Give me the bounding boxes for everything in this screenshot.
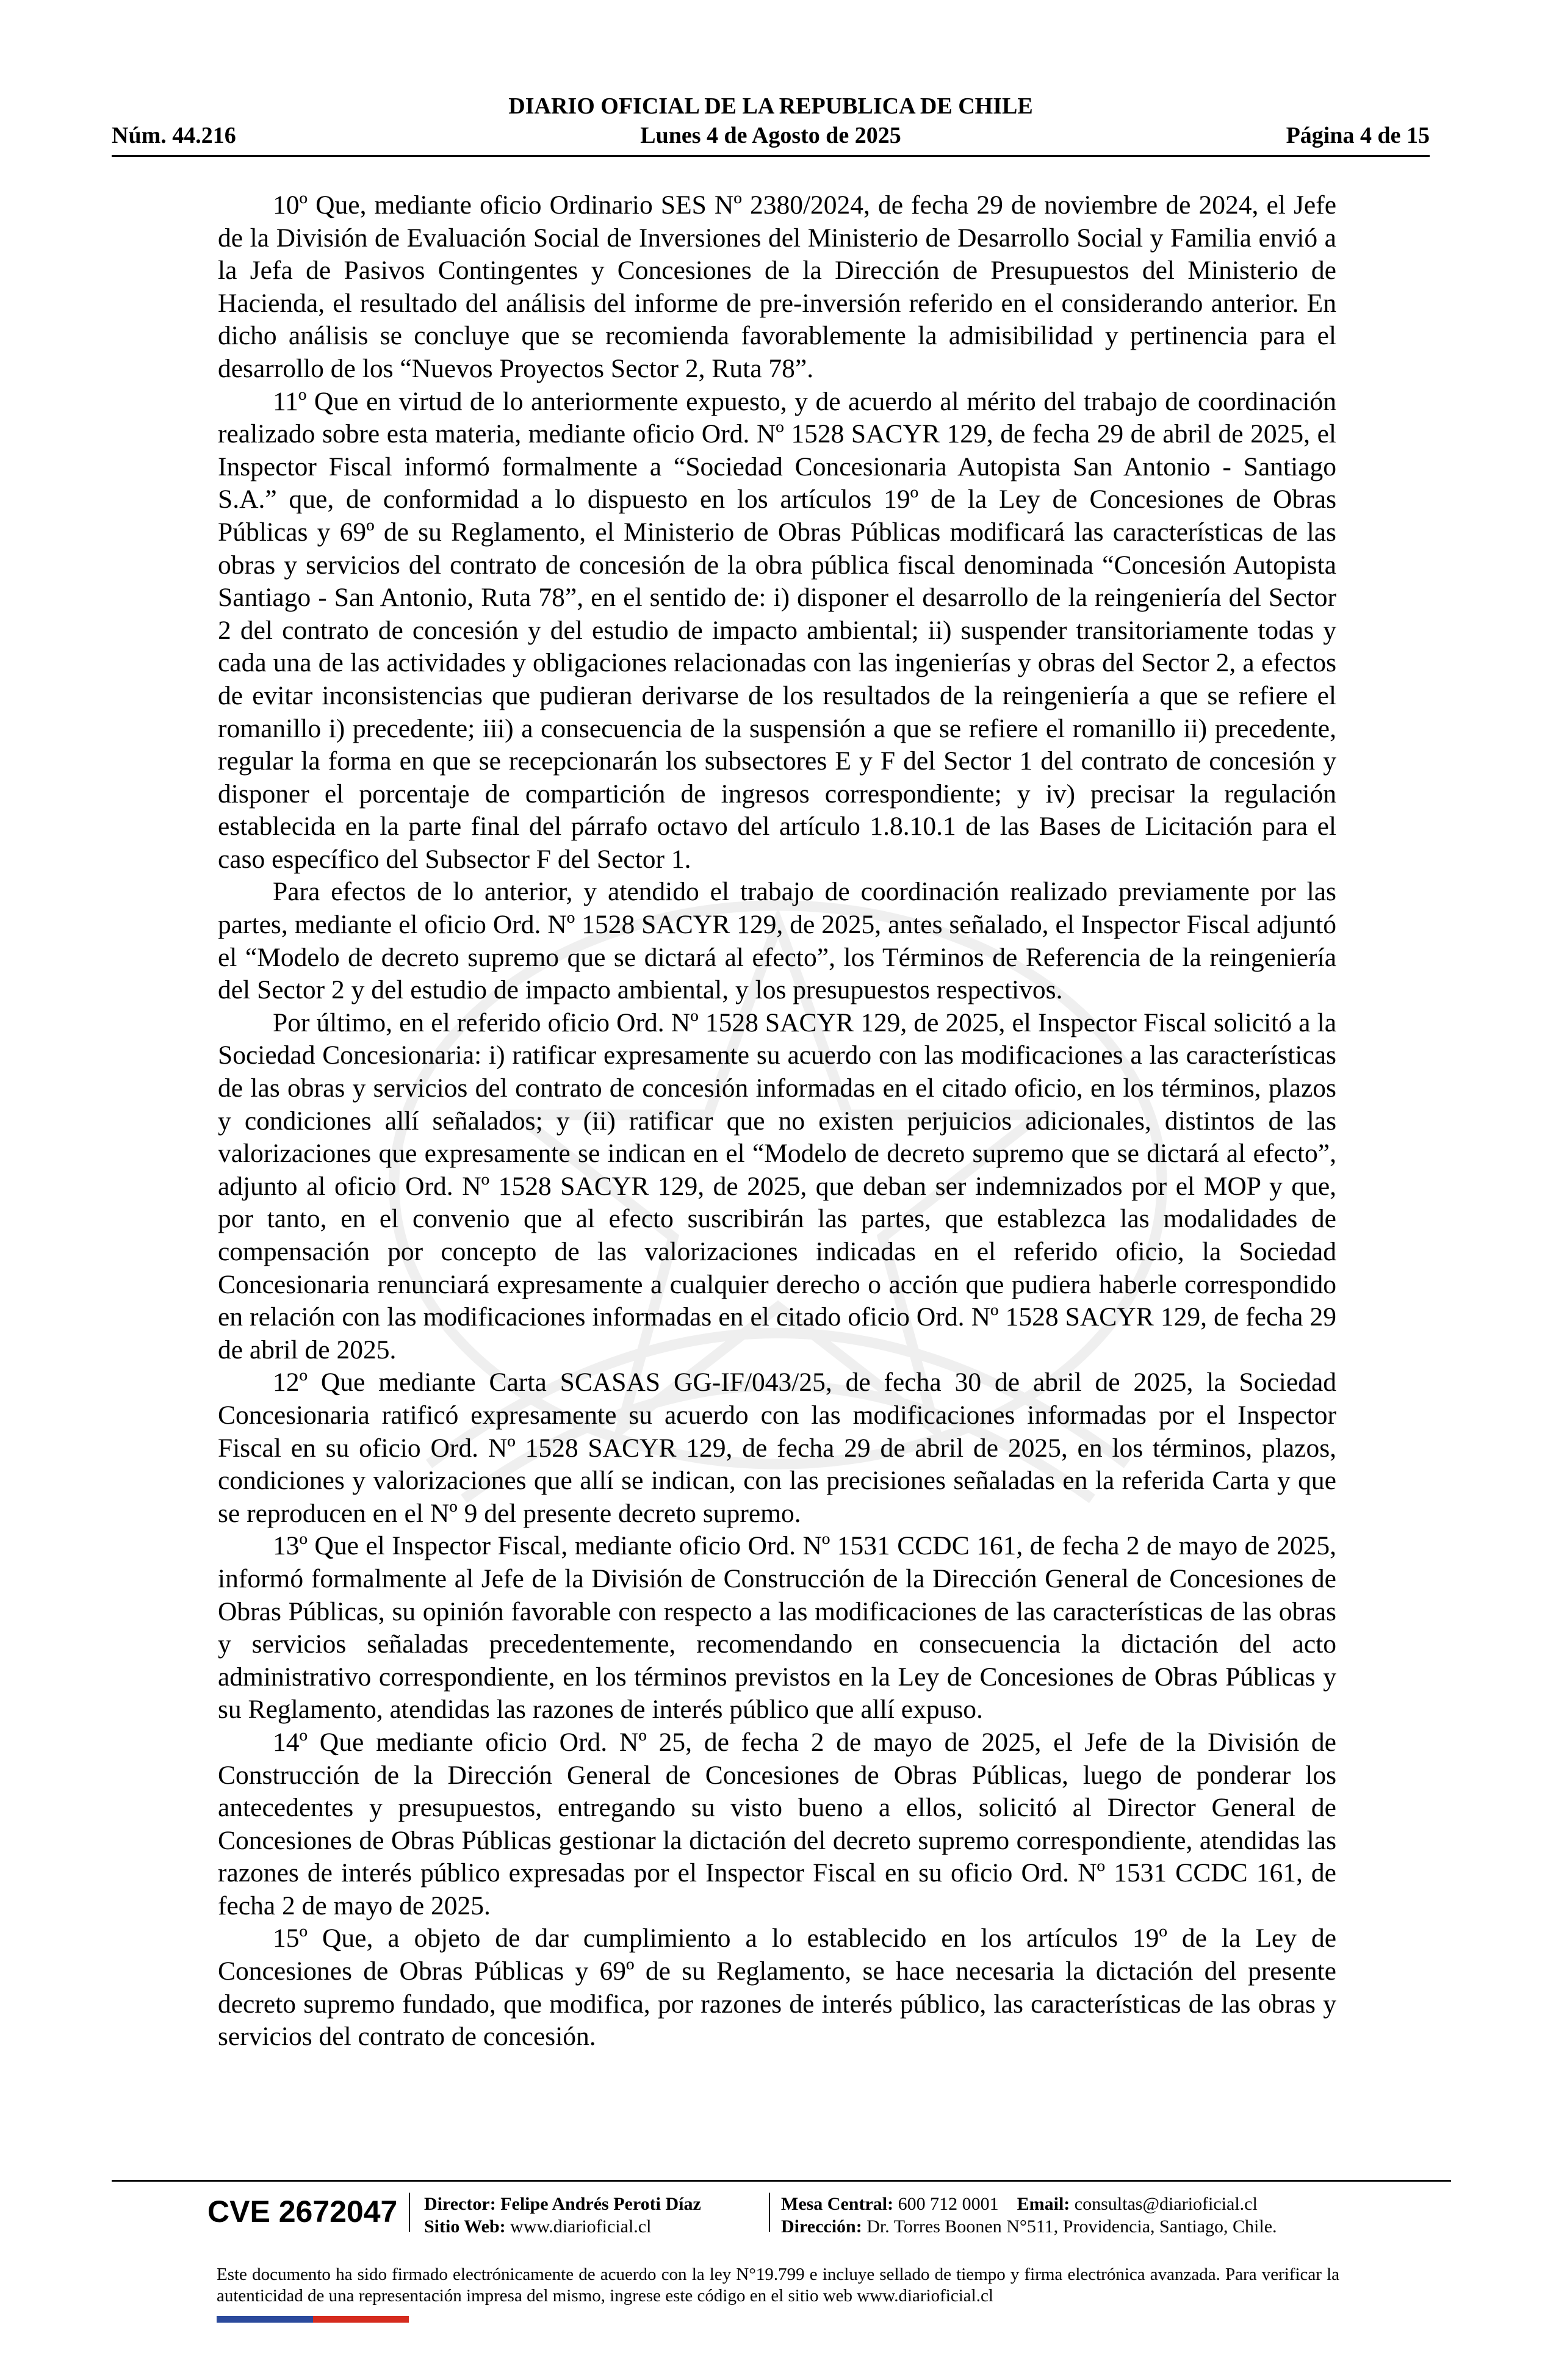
issue-number: Núm. 44.216: [112, 123, 236, 148]
footer-separator: [409, 2193, 410, 2232]
email-link[interactable]: consultas@diarioficial.cl: [1074, 2194, 1258, 2214]
page-number: Página 4 de 15: [1286, 123, 1430, 148]
footer-divider: [112, 2180, 1451, 2182]
chile-flag-stripe: [217, 2316, 409, 2323]
flag-blue-segment: [217, 2316, 313, 2323]
address-label: Dirección:: [781, 2216, 862, 2237]
issue-date: Lunes 4 de Agosto de 2025: [640, 123, 901, 148]
paragraph: 14º Que mediante oficio Ord. Nº 25, de fecha 2 de mayo de 2025, el Jefe de la División de Construcción de la Dirección General de Concesiones de Obras Públicas, luego de ponderar los antecedentes y presupuestos, entregando su visto bueno a ellos, solicitó al Director General de Concesiones de Obras Públicas gestionar la dictación del decreto supremo correspondiente, atendidas las razones de interés público expresadas por el Inspector Fiscal en su oficio Ord. Nº 1531 CCDC 161, de fecha 2 de mayo de 2025.: [218, 1727, 1336, 1920]
gazette-title: DIARIO OFICIAL DE LA REPUBLICA DE CHILE: [508, 93, 1033, 119]
site-label: Sitio Web:: [424, 2216, 506, 2237]
footer-separator: [769, 2193, 770, 2232]
paragraph: Para efectos de lo anterior, y atendido el trabajo de coordinación realizado previamente por las partes, mediante el oficio Ord. Nº 1528 SACYR 129, de 2025, antes señalado, el Inspector Fiscal adjuntó el “Modelo de decreto supremo que se dictará al efecto”, los Términos de Referencia de la reingeniería del Sector 2 y del estudio de impacto ambiental, y los presupuestos respectivos.: [218, 877, 1336, 1005]
header-divider: [112, 155, 1430, 157]
paragraph: 15º Que, a objeto de dar cumplimiento a lo establecido en los artículos 19º de la Ley de Concesiones de Obras Públicas y 69º de su Reglamento, se hace necesaria la dictación del presente decreto supremo fundado, que modifica, por razones de interés público, las características de las obras y servicios del contrato de concesión.: [218, 1924, 1336, 2052]
director-label: Director:: [424, 2194, 496, 2214]
paragraph: 10º Que, mediante oficio Ordinario SES Nº 2380/2024, de fecha 29 de noviembre de 2024, el Jefe de la División de Evaluación Social de Inversiones del Ministerio de Desarrollo Social y Familia envió a la Jefa de Pasivos Contingentes y Concesiones de la Dirección de Presupuestos del Ministerio de Hacienda, el resultado del análisis del informe de pre-inversión referido en el considerando anterior. En dicho análisis se concluye que se recomienda favorablemente la admisibilidad y pertinencia para el desarrollo de los “Nuevos Proyectos Sector 2, Ruta 78”.: [218, 190, 1336, 383]
document-body: [218, 189, 1336, 2054]
paragraph: 13º Que el Inspector Fiscal, mediante oficio Ord. Nº 1531 CCDC 161, de fecha 2 de mayo de 2025, informó formalmente al Jefe de la División de Construcción de la Dirección General de Concesiones de Obras Públicas, su opinión favorable con respecto a las modificaciones de las características de las obras y servicios señaladas precedentemente, recomendando en consecuencia la dictación del acto administrativo correspondiente, en los términos previstos en la Ley de Concesiones de Obras Públicas y su Reglamento, atendidas las razones de interés público que allí expuso.: [218, 1531, 1336, 1725]
signature-notice: Este documento ha sido firmado electrónicamente de acuerdo con la ley N°19.799 e incluye sellado de tiempo y firma electrónica avanzada. Para verificar la autenticidad de una representación impresa del mismo, ingrese este código en el sitio web www.diarioficial.cl: [217, 2265, 1339, 2306]
phone-value: 600 712 0001: [898, 2194, 999, 2214]
paragraph: Por último, en el referido oficio Ord. Nº 1528 SACYR 129, de 2025, el Inspector Fiscal solicitó a la Sociedad Concesionaria: i) ratificar expresamente su acuerdo con las modificaciones a las características de las obras y servicios del contrato de concesión informadas en el citado oficio, en los términos, plazos y condiciones allí señalados; y (ii) ratificar que no existen perjuicios adicionales, distintos de las valorizaciones que expresamente se indican en el “Modelo de decreto supremo que se dictará al efecto”, adjunto al oficio Ord. Nº 1528 SACYR 129, de 2025, que deban ser indemnizados por el MOP y que, por tanto, en el convenio que al efecto suscribirán las partes, que establezca las modalidades de compensación por concepto de las valorizaciones indicadas en el referido oficio, la Sociedad Concesionaria renunciará expresamente a cualquier derecho o acción que pudiera haberle correspondido en relación con las modificaciones informadas en el citado oficio Ord. Nº 1528 SACYR 129, de fecha 29 de abril de 2025.: [218, 1008, 1336, 1365]
paragraph: 11º Que en virtud de lo anteriormente expuesto, y de acuerdo al mérito del trabajo de coordinación realizado sobre esta materia, mediante oficio Ord. Nº 1528 SACYR 129, de fecha 29 de abril de 2025, el Inspector Fiscal informó formalmente a “Sociedad Concesionaria Autopista San Antonio - Santiago S.A.” que, de conformidad a lo dispuesto en los artículos 19º de la Ley de Concesiones de Obras Públicas y 69º de su Reglamento, el Ministerio de Obras Públicas modificará las características de las obras y servicios del contrato de concesión de la obra pública fiscal denominada “Concesión Autopista Santiago - San Antonio, Ruta 78”, en el sentido de: i) disponer el desarrollo de la reingeniería del Sector 2 del contrato de concesión y del estudio de impacto ambiental; ii) suspender transitoriamente todas y cada una de las actividades y obligaciones relacionadas con las ingenierías y obras del Sector 2, a efectos de evitar inconsistencias que pudieran derivarse de los resultados de la reingeniería a que se refiere el romanillo i) precedente; iii) a consecuencia de la suspensión a que se refiere el romanillo ii) precedente, regular la forma en que se recepcionarán los subsectores E y F del Sector 1 del contrato de concesión y disponer el porcentaje de compartición de ingresos correspondiente; y iv) precisar la regulación establecida en la parte final del párrafo octavo del artículo 1.8.10.1 de las Bases de Licitación para el caso específico del Subsector F del Sector 1.: [218, 386, 1336, 874]
site-link[interactable]: www.diarioficial.cl: [510, 2216, 652, 2237]
address-value: Dr. Torres Boonen N°511, Providencia, Santiago, Chile.: [866, 2216, 1277, 2237]
director-name: Felipe Andrés Peroti Díaz: [500, 2194, 701, 2214]
page-footer: [207, 2188, 1428, 2243]
paragraph: 12º Que mediante Carta SCASAS GG-IF/043/25, de fecha 30 de abril de 2025, la Sociedad Concesionaria ratificó expresamente su acuerdo con las modificaciones informadas por el Inspector Fiscal en su oficio Ord. Nº 1528 SACYR 129, de fecha 29 de abril de 2025, en los términos, plazos, condiciones y valorizaciones que allí se indican, con las precisiones señaladas en la referida Carta y que se reproducen en el Nº 9 del presente decreto supremo.: [218, 1368, 1336, 1528]
cve-code: CVE 2672047: [207, 2194, 398, 2229]
footer-director-block: [424, 2193, 701, 2238]
flag-red-segment: [313, 2316, 409, 2323]
phone-label: Mesa Central:: [781, 2194, 894, 2214]
email-label: Email:: [1017, 2194, 1070, 2214]
footer-contact-block: [781, 2193, 1277, 2238]
page-header: [112, 93, 1430, 160]
